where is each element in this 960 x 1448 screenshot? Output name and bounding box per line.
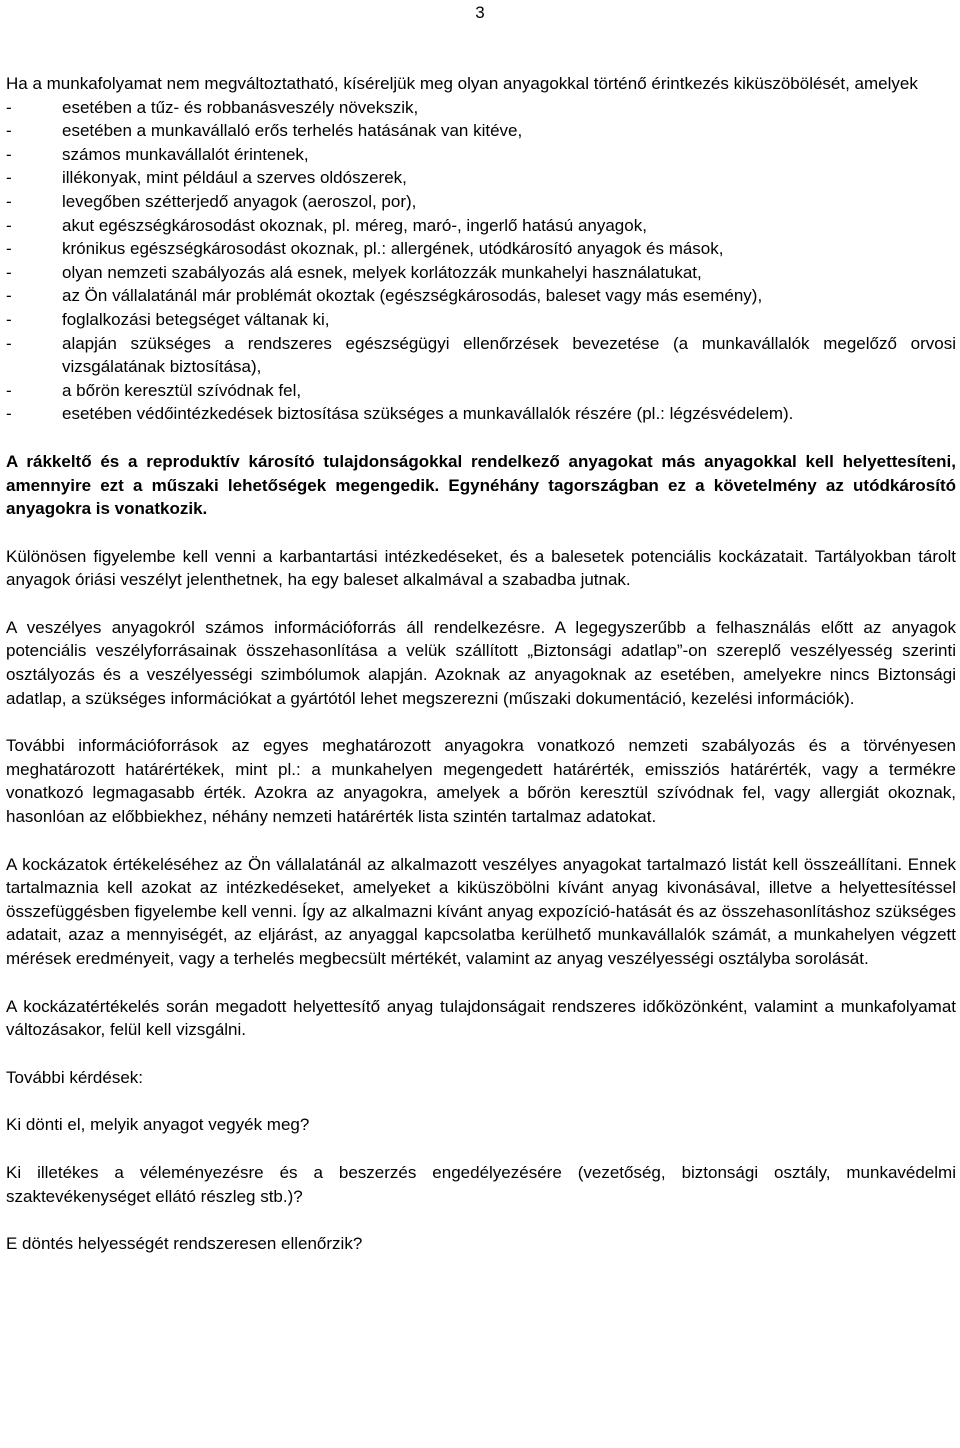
- list-item: - olyan nemzeti szabályozás alá esnek, melyek korlátozzák munkahelyi használatukat,: [6, 261, 956, 285]
- list-item: - levegőben szétterjedő anyagok (aeroszol, por),: [6, 190, 956, 214]
- list-item: - az Ön vállalatánál már problémát okoztak (egészségkárosodás, baleset vagy más esemény),: [6, 284, 956, 308]
- list-item: - foglalkozási betegséget váltanak ki,: [6, 308, 956, 332]
- list-item: - esetében a munkavállaló erős terhelés hatásának van kitéve,: [6, 119, 956, 143]
- list-item: - esetében védőintézkedések biztosítása szükséges a munkavállalók részére (pl.: légzésvédelem).: [6, 402, 956, 426]
- hazard-list: [6, 96, 956, 426]
- bold-requirement-paragraph: A rákkeltő és a reproduktív károsító tulajdonságokkal rendelkező anyagokat más anyagokkal kell helyettesíteni, amennyire ezt a műszaki lehetőségek megengedik. Egynéhány tagországban ez a követelmény az utódkárosító anyagokra is vonatkozik.: [6, 451, 956, 519]
- question: Ki dönti el, melyik anyagot vegyék meg?: [6, 1115, 310, 1135]
- list-item: - esetében a tűz- és robbanásveszély növekszik,: [6, 96, 956, 120]
- information-sources-paragraph: A veszélyes anyagokról számos információforrás áll rendelkezésre. A legegyszerűbb a felhasználás előtt az anyagok potenciális veszélyforrásainak összehasonlítása a velük szállított „Biztonsági adatlap”-on szereplő veszélyesség szerinti osztályozás és a veszélyességi szimbólumok alapján. Azoknak az anyagoknak az esetében, amelyekre nincs Biztonsági adatlap, a szükséges információkat a gyártótól lehet megszerezni (műszaki dokumentáció, kezelési információk).: [6, 617, 956, 708]
- question: Ki illetékes a véleményezésre és a beszerzés engedélyezésére (vezetőség, biztonsági osztály, munkavédelmi szaktevékenységet ellátó részleg stb.)?: [6, 1162, 956, 1206]
- list-item: - alapján szükséges a rendszeres egészségügyi ellenőrzések bevezetése (a munkavállalók megelőző orvosi vizsgálatának biztosítása),: [6, 332, 956, 379]
- list-item: - a bőrön keresztül szívódnak fel,: [6, 379, 956, 403]
- list-item: - krónikus egészségkárosodást okoznak, pl.: allergének, utódkárosító anyagok és mások,: [6, 237, 956, 261]
- page-number: 3: [475, 3, 485, 22]
- risk-assessment-paragraph: A kockázatok értékeléséhez az Ön vállalatánál az alkalmazott veszélyes anyagokat tartalmazó listát kell összeállítani. Ennek tartalmaznia kell azokat az intézkedéseket, amelyeket a kiküszöbölni kívánt anyag kivonásával, illetve a helyettesítéssel összefüggésben figyelembe kell venni. Így az alkalmazni kívánt anyag expozíció-hatását és az összehasonlításhoz szükséges adatait, azaz a mennyiségét, az eljárást, az anyaggal kapcsolatba kerülhető munkavállalók számát, a munkahelyen végzett mérések eredményeit, vagy a terhelés megbecsült mértékét, valamint az anyag veszélyességi osztályba sorolását.: [6, 854, 956, 968]
- maintenance-paragraph: Különösen figyelembe kell venni a karbantartási intézkedéseket, és a balesetek potenciális kockázatait. Tartályokban tárolt anyagok óriási veszélyt jelenthetnek, ha egy baleset alkalmával a szabadba jutnak.: [6, 546, 956, 590]
- intro-paragraph: Ha a munkafolyamat nem megváltoztatható, kíséreljük meg olyan anyagokkal történő érintkezés kiküszöbölését, amelyek: [6, 74, 918, 93]
- document-body: [6, 72, 956, 1256]
- list-item: - számos munkavállalót érintenek,: [6, 143, 956, 167]
- further-questions-heading: További kérdések:: [6, 1067, 144, 1087]
- list-item: - akut egészségkárosodást okoznak, pl. méreg, maró-, ingerlő hatású anyagok,: [6, 214, 956, 238]
- question: E döntés helyességét rendszeresen ellenőrzik?: [6, 1234, 363, 1254]
- further-sources-paragraph: További információforrások az egyes meghatározott anyagokra vonatkozó nemzeti szabályozás és a törvényesen meghatározott határértékek, mint pl.: a munkahelyen megengedett határérték, emissziós határérték, vagy a termékre vonatkozó legmagasabb érték. Azokra az anyagokra, amelyek a bőrön keresztül szívódnak fel, vagy allergiát okoznak, hasonlóan az előbbiekhez, néhány nemzeti határérték lista szintén tartalmaz adatokat.: [6, 736, 956, 827]
- list-item: - illékonyak, mint például a szerves oldószerek,: [6, 166, 956, 190]
- review-paragraph: A kockázatértékelés során megadott helyettesítő anyag tulajdonságait rendszeres időközönként, valamint a munkafolyamat változásakor, felül kell vizsgálni.: [6, 996, 956, 1040]
